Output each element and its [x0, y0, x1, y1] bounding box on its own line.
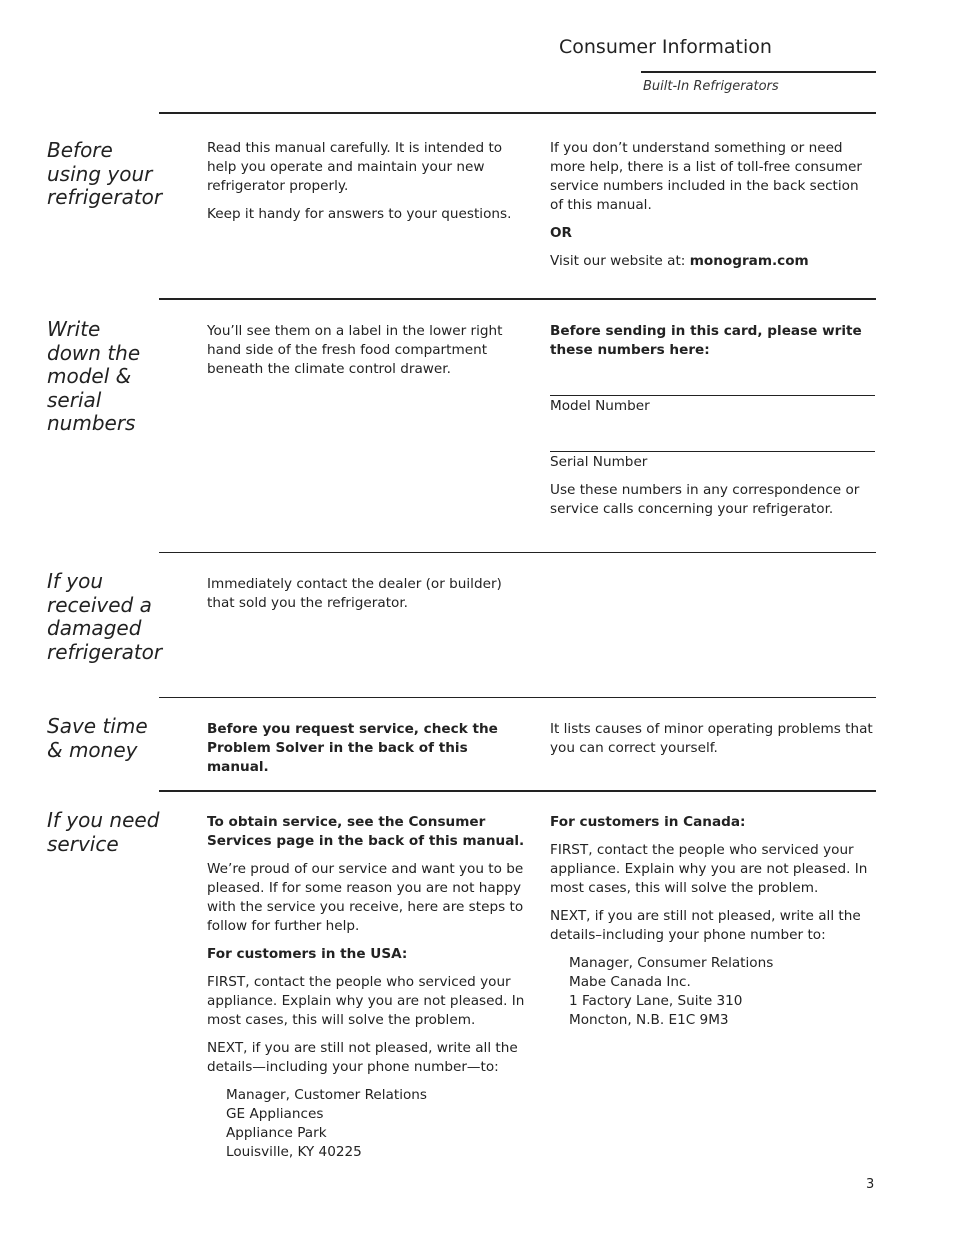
canada-heading: For customers in Canada: [550, 814, 746, 830]
address-line: Manager, Customer Relations [226, 1087, 428, 1103]
service-intro: To obtain service, see the Consumer Services page in the back of this manual. [207, 814, 525, 849]
canada-first-step: FIRST, contact the people who serviced your appliance. Explain why you are not pleased. In most cases, this will solve the problem. [550, 842, 868, 896]
section-heading-save-time: Save time & money [47, 714, 148, 762]
service-col2 [550, 813, 876, 1030]
label-location-text: You’ll see them on a label in the lower right hand side of the fresh food compartment beneath the climate control drawer. [207, 323, 503, 377]
before-using-col1 [207, 139, 532, 233]
model-number-label: Model Number [550, 398, 650, 414]
website-link[interactable]: monogram.com [689, 253, 809, 269]
address-line: Louisville, KY 40225 [226, 1144, 362, 1160]
usa-address [207, 1086, 532, 1162]
website-label: Visit our website at: [550, 253, 690, 269]
address-line: Appliance Park [226, 1125, 327, 1141]
serial-number-field-line[interactable] [550, 451, 875, 452]
section-divider [159, 697, 876, 698]
header-divider [641, 71, 876, 73]
usa-first-step: FIRST, contact the people who serviced your appliance. Explain why you are not pleased. In most cases, this will solve the problem. [207, 974, 525, 1028]
address-line: 1 Factory Lane, Suite 310 [569, 993, 743, 1009]
service-col1 [207, 813, 532, 1162]
address-line: Moncton, N.B. E1C 9M3 [569, 1012, 729, 1028]
section-heading-before-using: Before using your refrigerator [47, 138, 163, 209]
problem-solver-detail: It lists causes of minor operating problems that you can correct yourself. [550, 721, 873, 756]
address-line: Manager, Consumer Relations [569, 955, 774, 971]
page-header-title: Consumer Information [559, 36, 772, 58]
section-heading-service: If you need service [47, 808, 160, 856]
or-label: OR [550, 225, 573, 241]
usa-heading: For customers in the USA: [207, 946, 408, 962]
canada-address [550, 954, 876, 1030]
service-paragraph: We’re proud of our service and want you to be pleased. If for some reason you are not happy with the service you receive, here are steps to follow for further help. [207, 861, 524, 934]
problem-solver-note: Before you request service, check the Problem Solver in the back of this manual. [207, 721, 498, 775]
serial-number-label: Serial Number [550, 454, 648, 470]
usa-next-step: NEXT, if you are still not pleased, write all the details—including your phone number—to: [207, 1040, 518, 1075]
section-divider [159, 790, 876, 792]
section-divider [159, 298, 876, 300]
model-number-field-line[interactable] [550, 395, 875, 396]
before-using-col2 [550, 139, 876, 280]
canada-next-step: NEXT, if you are still not pleased, write all the details–including your phone number to: [550, 908, 861, 943]
model-serial-note: Use these numbers in any correspondence or service calls concerning your refrigerator. [550, 482, 860, 517]
section-divider [159, 552, 876, 553]
write-numbers-instruction: Before sending in this card, please write these numbers here: [550, 323, 862, 358]
website-line [550, 252, 876, 271]
section-heading-damaged: If you received a damaged refrigerator [47, 569, 163, 664]
damaged-text: Immediately contact the dealer (or builder) that sold you the refrigerator. [207, 576, 502, 611]
section-divider [159, 112, 876, 114]
page-header-subtitle: Built-In Refrigerators [643, 79, 779, 94]
model-serial-col1 [207, 322, 532, 388]
address-line: Mabe Canada Inc. [569, 974, 691, 990]
page-number: 3 [866, 1177, 875, 1192]
before-paragraph: Read this manual carefully. It is intended to help you operate and maintain your new refrigerator properly. [207, 140, 503, 194]
model-serial-col2-intro [550, 322, 876, 369]
before-paragraph: Keep it handy for answers to your questions. [207, 206, 512, 222]
help-paragraph: If you don’t understand something or need more help, there is a list of toll-free consumer service numbers included in the back section of this manual. [550, 140, 862, 213]
address-line: GE Appliances [226, 1106, 324, 1122]
section-heading-model-serial: Write down the model & serial numbers [47, 317, 141, 435]
